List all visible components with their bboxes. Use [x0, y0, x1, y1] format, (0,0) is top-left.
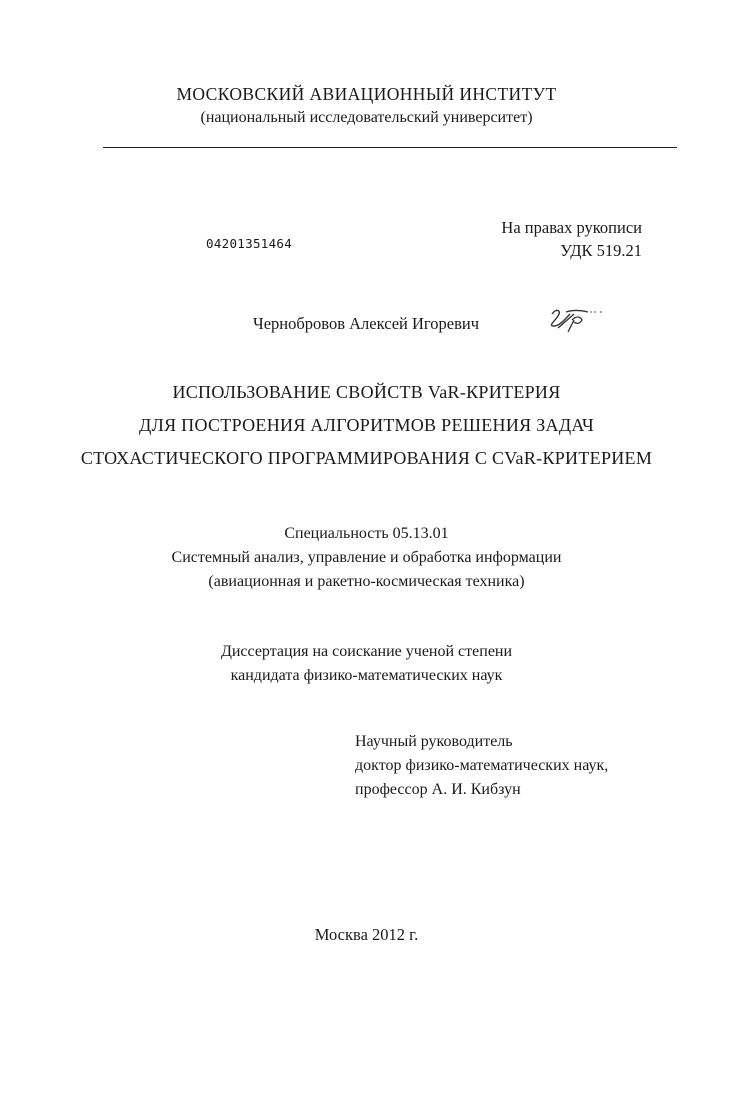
dissertation-degree-line-2: кандидата физико-математических наук: [230, 667, 503, 684]
author-name: Чернобровов Алексей Игоревич: [253, 314, 480, 333]
manuscript-rights-block: [501, 216, 642, 262]
manuscript-rights: На правах рукописи: [501, 218, 642, 237]
signature-mark: [544, 302, 610, 336]
institute-subtitle: (национальный исследовательский университет): [200, 109, 533, 126]
specialty-code: Специальность 05.13.01: [284, 525, 449, 542]
city-year: Москва 2012 г.: [314, 925, 419, 944]
dissertation-block: [0, 640, 733, 688]
specialty-field: (авиационная и ракетно-космическая техника): [208, 573, 525, 590]
dissertation-degree-line-1: Диссертация на соискание ученой степени: [220, 643, 513, 660]
advisor-label: Научный руководитель: [355, 733, 513, 750]
udk-code: УДК 519.21: [560, 241, 642, 260]
title-line-2: ДЛЯ ПОСТРОЕНИЯ АЛГОРИТМОВ РЕШЕНИЯ ЗАДАЧ: [138, 415, 594, 435]
specialty-name: Системный анализ, управление и обработка информации: [171, 549, 562, 566]
advisor-degree: доктор физико-математических наук,: [355, 757, 609, 774]
advisor-block: [355, 730, 608, 802]
title-line-1: ИСПОЛЬЗОВАНИЕ СВОЙСТВ VaR-КРИТЕРИЯ: [172, 382, 561, 402]
advisor-name: профессор А. И. Кибзун: [355, 781, 521, 798]
header-divider: [103, 147, 677, 148]
catalog-number: 04201351464: [206, 236, 293, 251]
title-line-3: СТОХАСТИЧЕСКОГО ПРОГРАММИРОВАНИЯ С CVaR-КРИТЕРИЕМ: [80, 448, 653, 468]
institute-name: МОСКОВСКИЙ АВИАЦИОННЫЙ ИНСТИТУТ: [176, 84, 557, 104]
specialty-block: [0, 522, 733, 594]
